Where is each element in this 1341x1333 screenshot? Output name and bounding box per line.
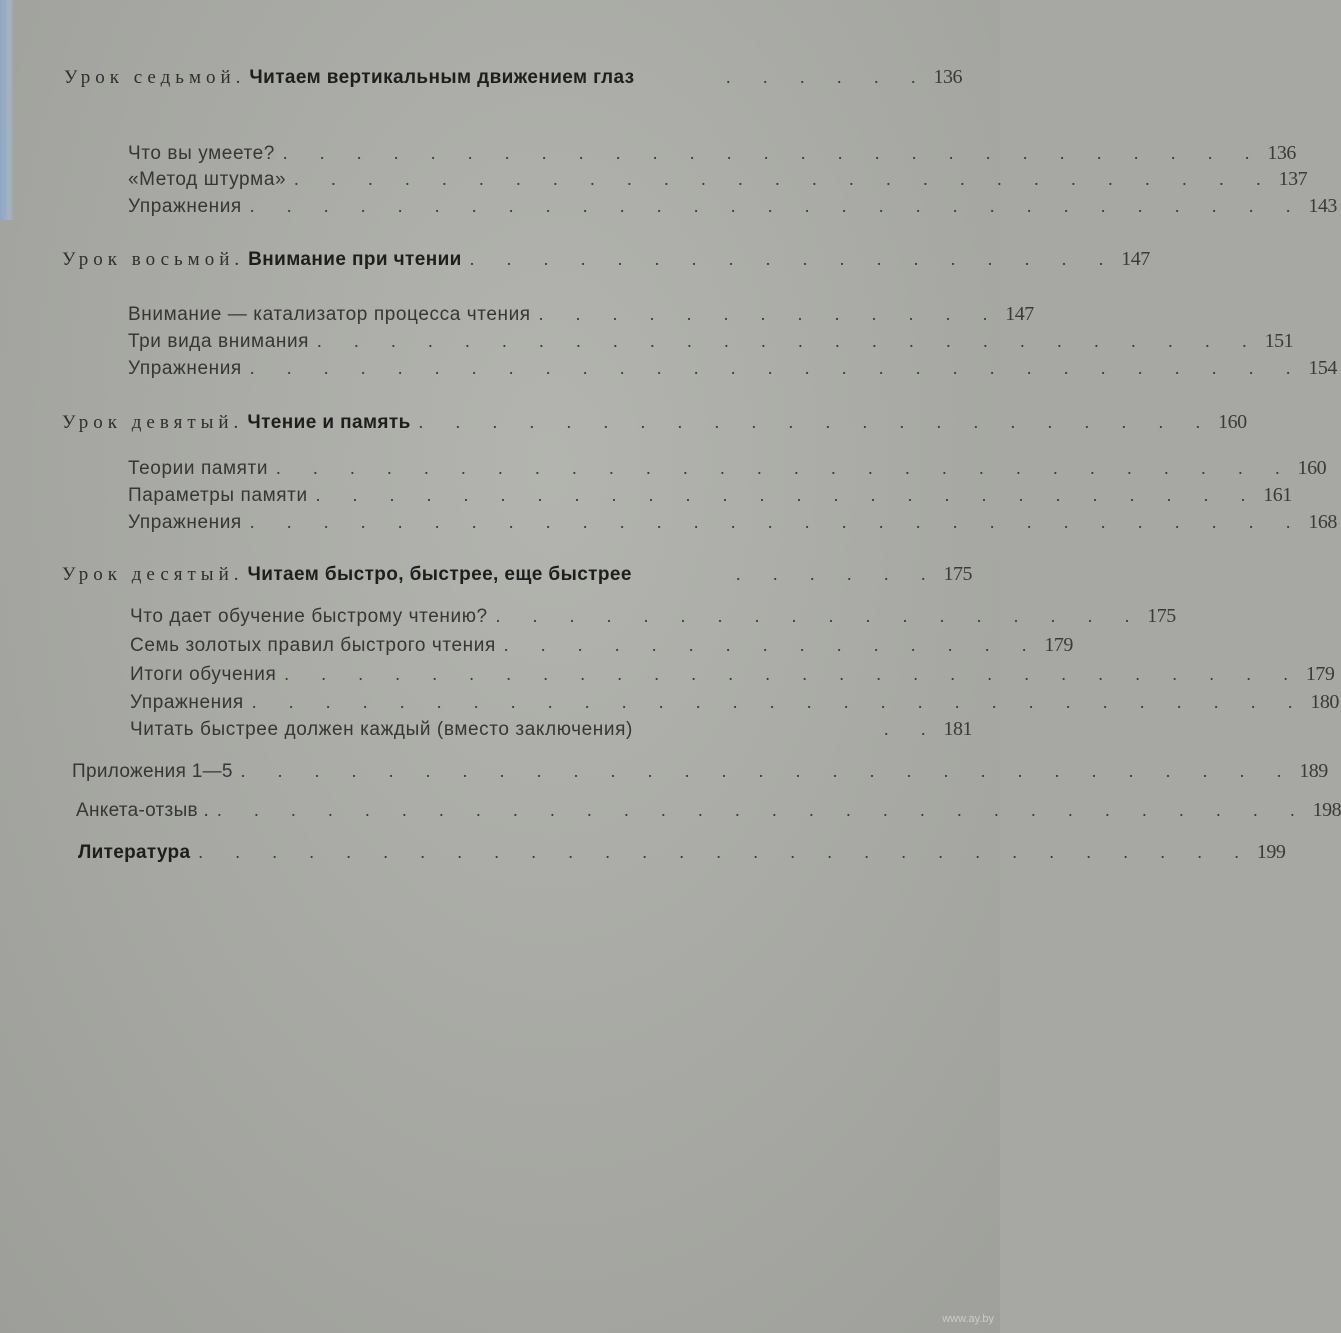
item-title: Что дает обучение быстрому чтению?	[130, 606, 488, 627]
toc-questionnaire[interactable]	[76, 797, 1341, 824]
dot-leader: . . . . . . . . . . . . . . . . . . . . . . . . . . . . . .	[217, 800, 1309, 820]
page-number: 136	[1267, 142, 1296, 164]
page-number: 136	[933, 66, 962, 88]
item-title: Семь золотых правил быстрого чтения	[130, 635, 496, 656]
page-number: 160	[1297, 457, 1327, 479]
item-title: «Метод штурма»	[128, 169, 287, 190]
page-number: 137	[1278, 168, 1308, 190]
toc-appendices[interactable]	[72, 758, 1328, 785]
item-title: Упражнения	[130, 692, 244, 713]
dot-leader: . . . . . . . . . . . . .	[538, 304, 1002, 324]
toc-item[interactable]	[128, 355, 1337, 382]
page-number: 161	[1263, 484, 1292, 506]
item-title: Что вы умеете?	[128, 143, 275, 164]
page-number: 199	[1256, 841, 1286, 863]
dot-leader: . . . . . . . . . . . . . . . . . . . . . . . . . . . .	[276, 458, 1294, 478]
page-number: 175	[943, 563, 972, 585]
toc-item[interactable]	[130, 603, 1176, 630]
toc-item[interactable]	[130, 632, 1073, 659]
page-edge-shadow	[0, 0, 14, 220]
dot-leader: . .	[884, 719, 940, 739]
toc-item[interactable]	[128, 455, 1327, 482]
toc-item[interactable]	[130, 689, 1339, 716]
dot-leader: . . . . . . . . . . . . . . . . . . . . . . . . . . .	[282, 143, 1264, 163]
toc-item[interactable]	[128, 166, 1308, 193]
item-title: Упражнения	[128, 358, 242, 379]
item-title: Анкета-отзыв .	[76, 800, 210, 821]
page-number: 175	[1147, 605, 1176, 627]
dot-leader: . . . . . . . . . . . . . . . . . . . . . . . . . . . . .	[251, 692, 1307, 712]
page-number: 147	[1121, 248, 1150, 270]
toc-item[interactable]	[128, 482, 1292, 509]
dot-leader: . . . . . . . . . . . . . . . . . . . . . . . . . . . .	[284, 664, 1302, 684]
item-title: Упражнения	[128, 196, 242, 217]
dot-leader: . . . . . .	[736, 564, 940, 584]
dot-leader: . . . . . . . . . . . . . . . . . . . . . . . . . . . . .	[249, 196, 1305, 216]
dot-leader: . . . . . .	[726, 67, 930, 87]
page-number: 189	[1299, 760, 1328, 782]
toc-lesson-7[interactable]	[64, 64, 962, 91]
item-title: Внимание — катализатор процесса чтения	[128, 304, 531, 325]
lesson-title: Читаем быстро, быстрее, еще быстрее	[247, 564, 632, 585]
dot-leader: . . . . . . . . . . . . . . . . . . . . . . . . . . . . .	[198, 842, 1253, 862]
lesson-title: Читаем вертикальным движением глаз	[249, 67, 635, 88]
toc-lesson-8[interactable]	[62, 246, 1150, 273]
toc-item[interactable]	[128, 328, 1294, 355]
page-number: 180	[1310, 691, 1339, 713]
toc-item[interactable]	[130, 716, 972, 743]
lesson-prefix: Урок девятый.	[62, 412, 244, 433]
lesson-prefix: Урок седьмой.	[64, 67, 246, 88]
dot-leader: . . . . . . . . . . . . . . . . . . . . . .	[418, 412, 1215, 432]
page-number: 179	[1044, 634, 1073, 656]
page-number: 179	[1305, 663, 1335, 685]
lesson-prefix: Урок десятый.	[62, 564, 244, 585]
page-number: 198	[1312, 799, 1341, 821]
lesson-title: Чтение и память	[247, 412, 411, 433]
toc-item[interactable]	[128, 509, 1337, 536]
toc-item[interactable]	[130, 661, 1335, 688]
page-number: 143	[1308, 195, 1337, 217]
dot-leader: . . . . . . . . . . . . . . . . . .	[469, 249, 1118, 269]
item-title: Теории памяти	[128, 458, 269, 479]
page-number: 147	[1005, 303, 1034, 325]
lesson-title: Внимание при чтении	[248, 249, 462, 270]
dot-leader: . . . . . . . . . . . . . . . . . . . . . . . . . .	[315, 485, 1260, 505]
watermark: www.ay.by	[942, 1313, 994, 1325]
dot-leader: . . . . . . . . . . . . . . . . . .	[495, 606, 1144, 626]
toc-item[interactable]	[128, 301, 1034, 328]
item-title: Параметры памяти	[128, 485, 308, 506]
lesson-prefix: Урок восьмой.	[62, 249, 245, 270]
toc-lesson-10[interactable]	[62, 561, 972, 588]
item-title: Три вида внимания	[128, 331, 310, 352]
item-title: Читать быстрее должен каждый (вместо заключения)	[130, 719, 633, 740]
item-title: Литература	[78, 842, 191, 863]
dot-leader: . . . . . . . . . . . . . . .	[503, 635, 1041, 655]
page-number: 168	[1308, 511, 1337, 533]
dot-leader: . . . . . . . . . . . . . . . . . . . . . . . . . . . . .	[249, 512, 1305, 532]
page-number: 181	[943, 718, 972, 740]
dot-leader: . . . . . . . . . . . . . . . . . . . . . . . . . . .	[294, 169, 1275, 189]
item-title: Итоги обучения	[130, 664, 277, 685]
toc-item[interactable]	[128, 193, 1337, 220]
page-number: 154	[1308, 357, 1337, 379]
page-number: 151	[1264, 330, 1294, 352]
dot-leader: . . . . . . . . . . . . . . . . . . . . . . . . . . . . .	[249, 358, 1305, 378]
item-title: Упражнения	[128, 512, 242, 533]
toc-lesson-9[interactable]	[62, 409, 1247, 436]
dot-leader: . . . . . . . . . . . . . . . . . . . . . . . . . .	[317, 331, 1261, 351]
page-number: 160	[1218, 411, 1247, 433]
item-title: Приложения 1—5	[72, 761, 233, 782]
toc-literature[interactable]	[78, 839, 1286, 866]
toc-item[interactable]	[128, 140, 1296, 167]
dot-leader: . . . . . . . . . . . . . . . . . . . . . . . . . . . . .	[240, 761, 1296, 781]
